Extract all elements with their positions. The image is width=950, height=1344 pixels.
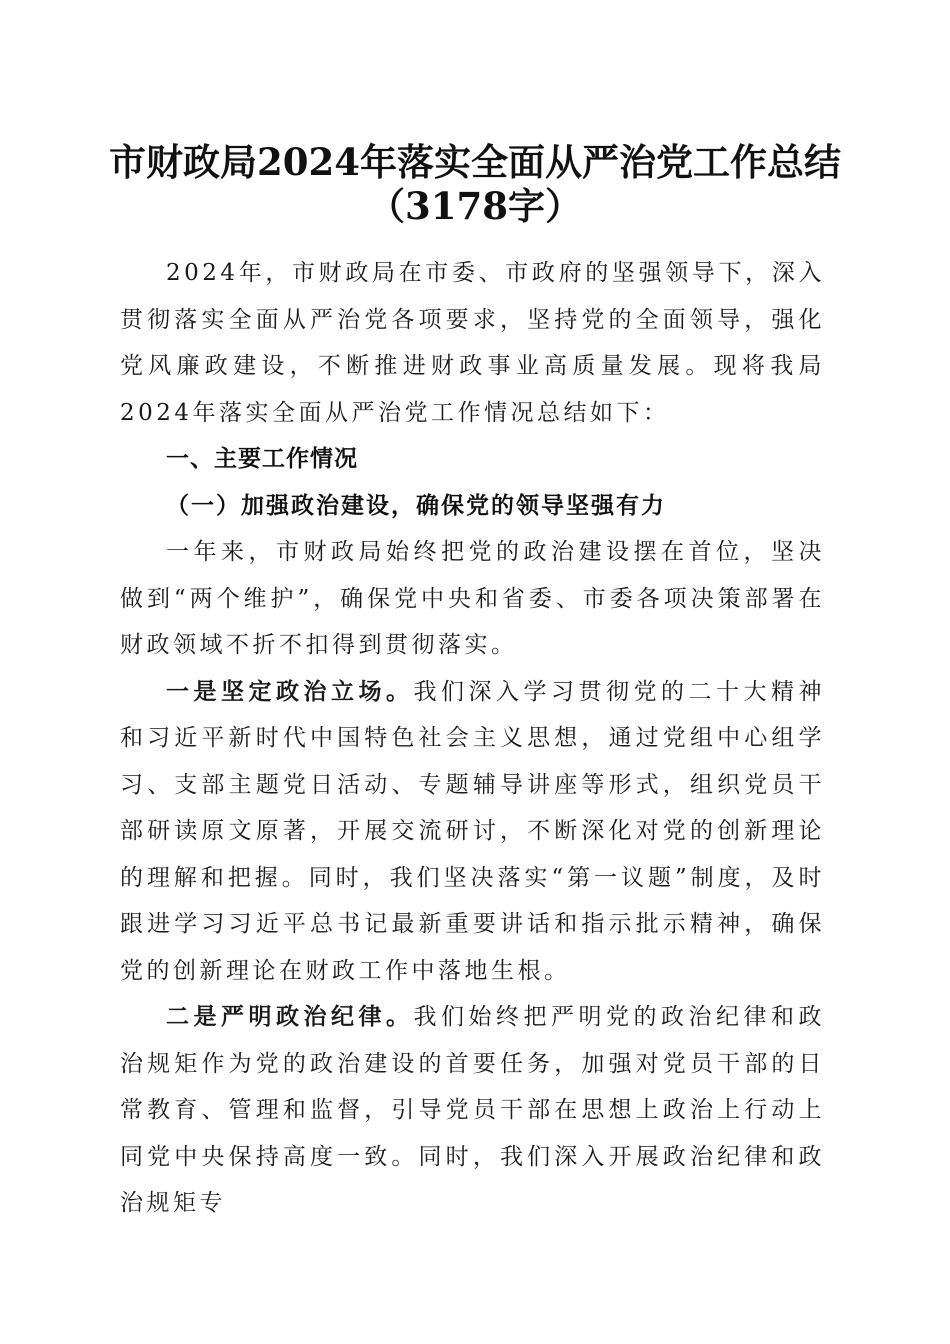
document-title: 市财政局2024年落实全面从严治党工作总结 [109,140,841,184]
document-title-word-count: （3178字） [368,184,582,228]
subsection-heading: （一）加强政治建设，确保党的领导坚强有力 [166,491,666,519]
point-body-2: 我们始终把严明党的政治纪律和政治规矩作为党的政治建设的首要任务，加强对党员干部的日常教育、管理和监督，引导党员干部在思想上政治上行动上同党中央保持高度一致。同时，我们深入开展政治纪律和政治规矩专 [120,1004,825,1216]
section-heading: 一、主要工作情况 [166,446,358,472]
document-body [120,250,825,1227]
point-lead-2: 二是严明政治纪律。 [166,1003,414,1030]
point-paragraph-2 [120,994,825,1227]
point-body-1: 我们深入学习贯彻党的二十大精神和习近平新时代中国特色社会主义思想，通过党组中心组学习、支部主题党日活动、专题辅导讲座等形式，组织党员干部研读原文原著，开展交流研讨，不断深化对党的创新理论的理解和把握。同时，我们坚决落实“第一议题”制度，及时跟进学习习近平总书记最新重要讲话和指示批示精神，确保党的创新理论在财政工作中落地生根。 [120,678,825,984]
point-lead-1: 一是坚定政治立场。 [166,677,414,705]
intro-paragraph: 2024年，市财政局在市委、市政府的坚强领导下，深入贯彻落实全面从严治党各项要求，坚持党的全面领导，强化党风廉政建设，不断推进财政事业高质量发展。现将我局2024年落实全面从严治党工作情况总结如下： [120,260,825,426]
point-paragraph-1 [120,669,825,995]
subsection-intro-paragraph: 一年来，市财政局始终把党的政治建设摆在首位，坚决做到“两个维护”，确保党中央和省委、市委各项决策部署在财政领域不折不扣得到贯彻落实。 [120,539,825,658]
